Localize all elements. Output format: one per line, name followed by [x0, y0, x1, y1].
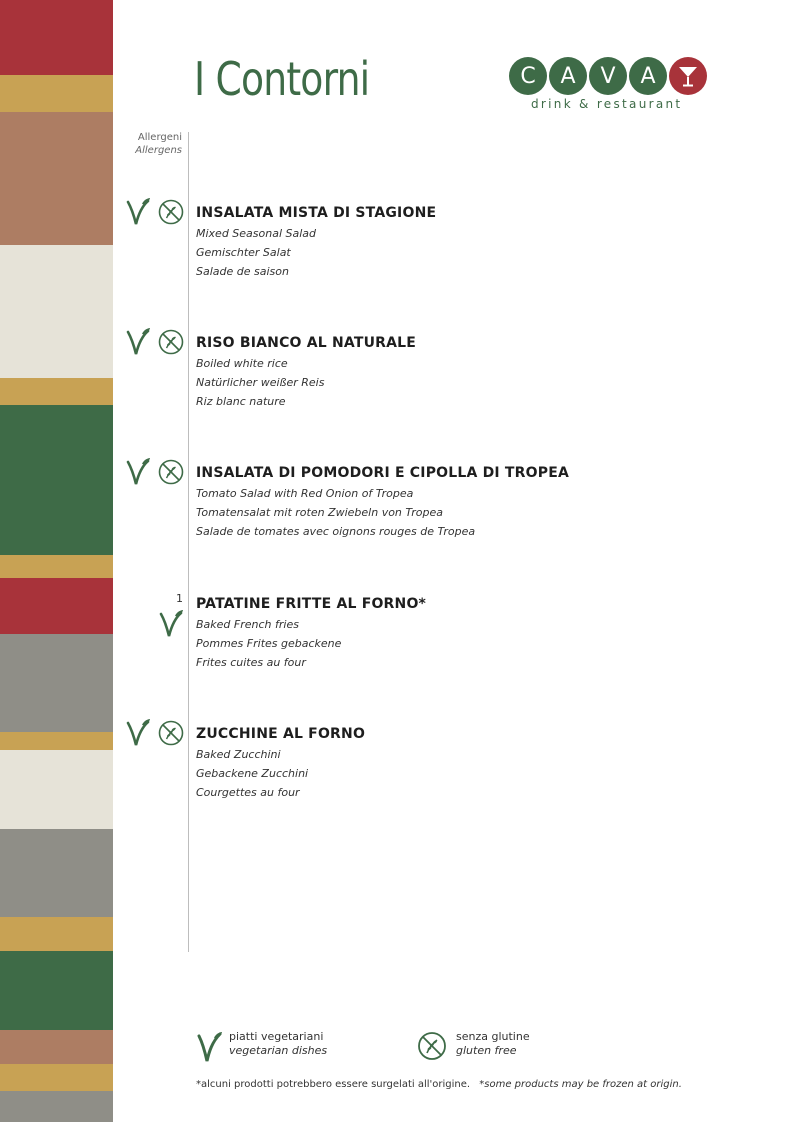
- stripe: [0, 75, 113, 112]
- logo-letter: A: [629, 57, 667, 95]
- allergen-number: 1: [176, 592, 183, 605]
- menu-item-translation: Gemischter Salat: [196, 246, 291, 259]
- menu-item-translation: Riz blanc nature: [196, 395, 286, 408]
- dietary-icons: [159, 609, 185, 643]
- menu-item-translation: Mixed Seasonal Salad: [196, 227, 317, 240]
- vegetarian-icon: [126, 327, 152, 361]
- gluten-free-icon: [158, 720, 184, 750]
- menu-item-translation: Salade de saison: [196, 265, 289, 278]
- menu-item: [196, 465, 569, 541]
- stripe: [0, 634, 113, 732]
- stripe: [0, 555, 113, 578]
- menu-item-translation: Salade de tomates avec oignons rouges de Tropea: [196, 525, 476, 538]
- legend-gluten-free: [456, 1030, 530, 1058]
- dietary-icons: [126, 457, 184, 491]
- logo-letter: A: [549, 57, 587, 95]
- gluten-free-icon: [158, 329, 184, 359]
- menu-item-translation: Boiled white rice: [196, 357, 288, 370]
- gluten-free-icon: [158, 459, 184, 489]
- stripe: [0, 578, 113, 634]
- menu-item-translation: Courgettes au four: [196, 786, 300, 799]
- stripe: [0, 405, 113, 555]
- stripe: [0, 0, 113, 75]
- vegetarian-icon: [126, 718, 152, 752]
- logo-letter: V: [589, 57, 627, 95]
- stripe: [0, 829, 113, 917]
- stripe: [0, 1030, 113, 1064]
- vegetarian-icon: [126, 457, 152, 491]
- stripe: [0, 1091, 113, 1122]
- stripe: [0, 917, 113, 951]
- allergen-header-en: Allergens: [135, 145, 182, 156]
- legend-vegetarian-icon: [196, 1030, 224, 1068]
- allergen-header: [135, 131, 182, 157]
- menu-item-translation: Tomatensalat mit roten Zwiebeln von Tropea: [196, 506, 444, 519]
- legend-gluten-free-it: senza glutine: [456, 1030, 530, 1043]
- cocktail-glass-icon: [669, 57, 707, 95]
- menu-item-translation: Gebackene Zucchini: [196, 767, 309, 780]
- vegetarian-icon: [126, 197, 152, 231]
- logo: [509, 57, 719, 119]
- menu-item-translation: Baked Zucchini: [196, 748, 281, 761]
- menu-item: [196, 205, 436, 281]
- legend-vegetarian-en: vegetarian dishes: [229, 1044, 328, 1057]
- gluten-free-icon: [158, 199, 184, 229]
- stripe: [0, 378, 113, 405]
- stripe: [0, 951, 113, 1030]
- menu-item-translation: Natürlicher weißer Reis: [196, 376, 325, 389]
- footnote: [196, 1079, 682, 1090]
- menu-item: [196, 726, 365, 802]
- legend-vegetarian: [229, 1030, 327, 1058]
- menu-item-name: INSALATA MISTA DI STAGIONE: [196, 205, 437, 221]
- legend-gluten-free-en: gluten free: [456, 1044, 517, 1057]
- menu-item-translation: Baked French fries: [196, 618, 299, 631]
- legend-vegetarian-it: piatti vegetariani: [229, 1030, 324, 1043]
- allergen-header-it: Allergeni: [137, 132, 182, 143]
- stripe: [0, 732, 113, 750]
- stripe: [0, 245, 113, 378]
- footnote-en: *some products may be frozen at origin.: [479, 1079, 682, 1090]
- menu-item-name: ZUCCHINE AL FORNO: [196, 726, 366, 742]
- footnote-it: *alcuni prodotti potrebbero essere surgelati all'origine.: [196, 1079, 471, 1090]
- menu-item-name: RISO BIANCO AL NATURALE: [196, 335, 417, 351]
- page-title: I Contorni: [194, 52, 370, 106]
- stripe: [0, 112, 113, 245]
- stripe: [0, 750, 113, 829]
- logo-subtitle: drink & restaurant: [531, 97, 683, 111]
- menu-item-name: PATATINE FRITTE AL FORNO*: [196, 596, 427, 612]
- dietary-icons: [126, 718, 184, 752]
- stripe: [0, 1064, 113, 1091]
- menu-item-translation: Frites cuites au four: [196, 656, 306, 669]
- menu-item-translation: Tomato Salad with Red Onion of Tropea: [196, 487, 414, 500]
- menu-item: [196, 596, 426, 672]
- dietary-icons: [126, 197, 184, 231]
- menu-item-name: INSALATA DI POMODORI E CIPOLLA DI TROPEA: [196, 465, 569, 481]
- decorative-stripes: [0, 0, 113, 1122]
- logo-letter: C: [509, 57, 547, 95]
- dietary-icons: [126, 327, 184, 361]
- divider: [188, 132, 189, 952]
- legend-gluten-free-icon: [417, 1031, 447, 1065]
- vegetarian-icon: [159, 609, 185, 643]
- menu-item: [196, 335, 416, 411]
- menu-item-translation: Pommes Frites gebackene: [196, 637, 342, 650]
